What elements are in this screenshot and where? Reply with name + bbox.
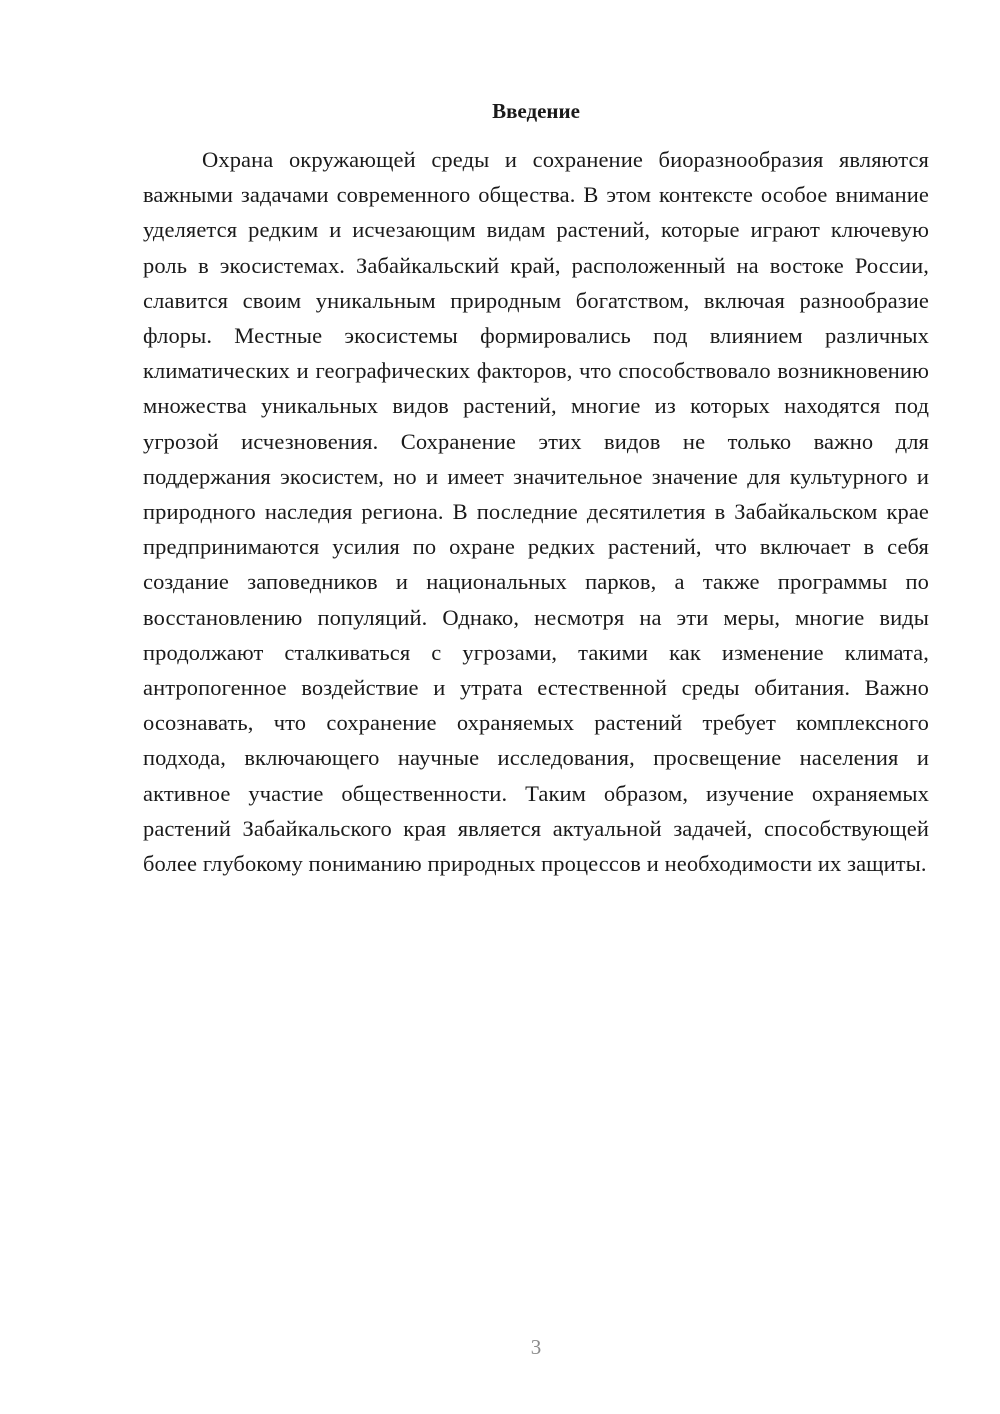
section-heading: Введение — [492, 99, 580, 123]
page-number: 3 — [530, 1335, 542, 1359]
body-paragraph: Охрана окружающей среды и сохранение биоразнообразия являются важными задачами современного общества. В этом контексте особое внимание уделяется редким и исчезающим видам растений, которые играют ключевую роль в экосистемах. Забайкальский край, расположенный на востоке России, славится своим уникальным природным богатством, включая разнообразие флоры. Местные экосистемы формировались под влиянием различных климатических и географических факторов, что способствовало возникновению множества уникальных видов растений, многие из которых находятся под угрозой исчезновения. Сохранение этих видов не только важно для поддержания экосистем, но и имеет значительное значение для культурного и природного наследия региона. В последние десятилетия в Забайкальском крае предпринимаются усилия по охране редких растений, что включает в себя создание заповедников и национальных парков, а также программы по восстановлению популяций. Однако, несмотря на эти меры, многие виды продолжают сталкиваться с угрозами, такими как изменение климата, антропогенное воздействие и утрата естественной среды обитания. Важно осознавать, что сохранение охраняемых растений требует комплексного подхода, включающего научные исследования, просвещение населения и активное участие общественности. Таким образом, изучение охраняемых растений Забайкальского края является актуальной задачей, способствующей более глубокому пониманию природных процессов и необходимости их защиты. — [143, 147, 929, 877]
